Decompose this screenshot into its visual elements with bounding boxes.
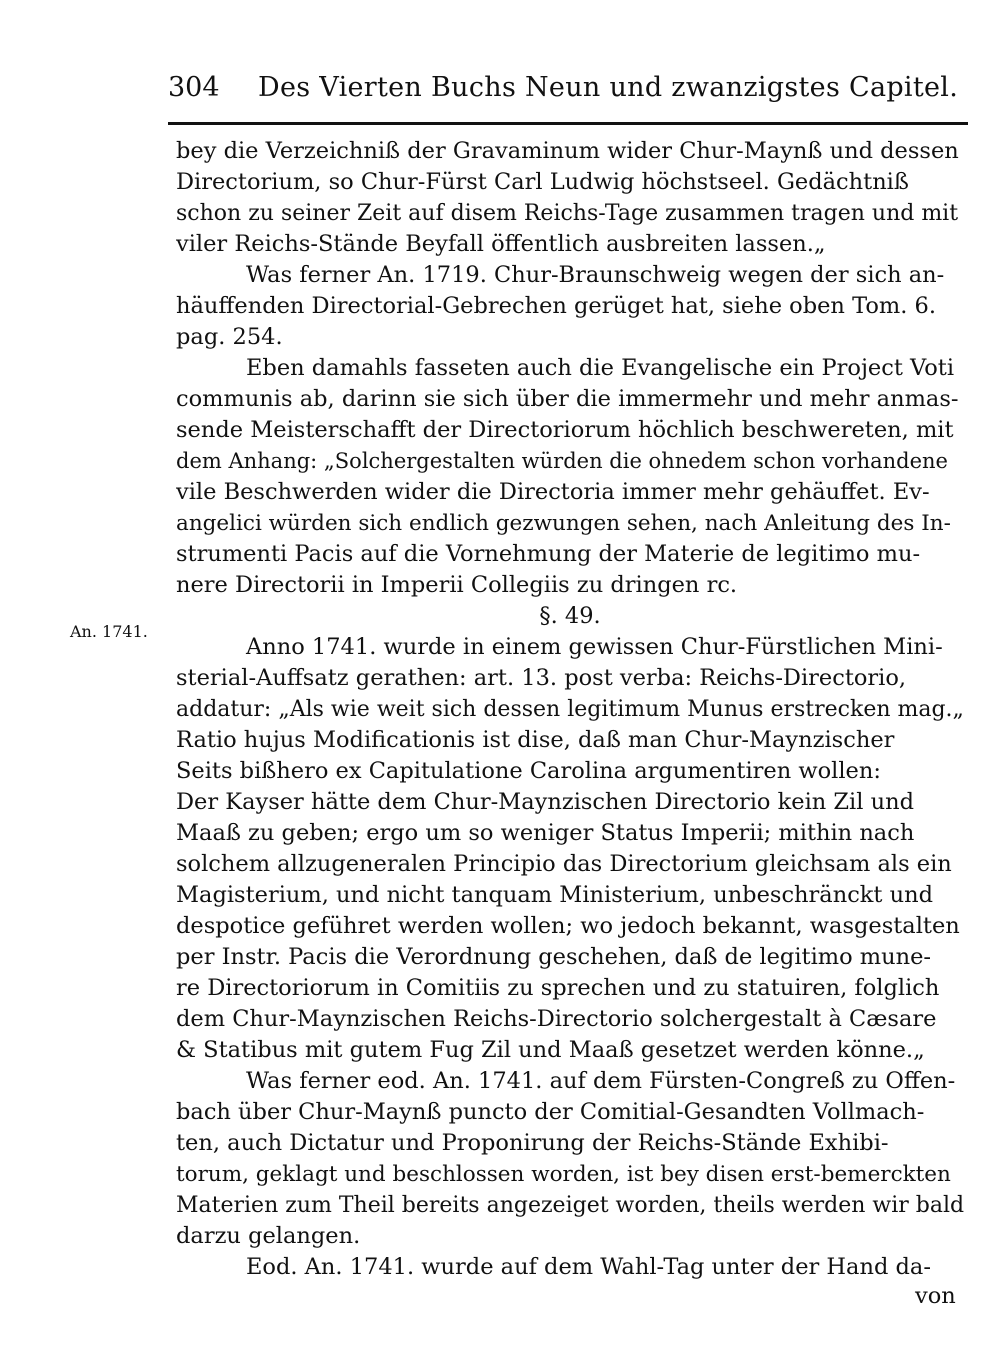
- text-line: darzu gelangen.: [176, 1223, 361, 1249]
- text-line: bey die Verzeichniß der Gravaminum wider Chur-Maynß und dessen: [176, 138, 959, 164]
- text-line: & Statibus mit gutem Fug Zil und Maaß gesetzet werden könne.„: [176, 1037, 925, 1063]
- text-line: bach über Chur-Maynß puncto der Comitial-Gesandten Vollmach-: [176, 1099, 925, 1125]
- text-line: Der Kayser hätte dem Chur-Maynzischen Directorio kein Zil und: [176, 789, 914, 815]
- text-line: schon zu seiner Zeit auf disem Reichs-Tage zusammen tragen und mit: [176, 201, 959, 226]
- text-line: sterial-Auffsatz gerathen: art. 13. post verba: Reichs-Directorio,: [176, 665, 907, 691]
- text-line: Eod. An. 1741. wurde auf dem Wahl-Tag unter der Hand da-: [246, 1254, 931, 1280]
- text-line: strumenti Pacis auf die Vornehmung der Materie de legitimo mu-: [176, 541, 921, 567]
- section-heading: §. 49.: [539, 603, 601, 629]
- text-line: addatur: „Als wie weit sich dessen legitimum Munus erstrecken mag.„: [176, 697, 964, 722]
- text-line: communis ab, darinn sie sich über die immermehr und mehr anmas-: [176, 386, 959, 412]
- text-line: vile Beschwerden wider die Directoria immer mehr gehäuffet. Ev-: [176, 479, 930, 505]
- text-line: pag. 254.: [176, 324, 283, 350]
- running-head: Des Vierten Buchs Neun und zwanzigstes Capitel.: [258, 72, 959, 103]
- text-line: Was ferner An. 1719. Chur-Braunschweig wegen der sich an-: [246, 262, 945, 288]
- text-line: dem Chur-Maynzischen Reichs-Directorio solchergestalt à Cæsare: [176, 1006, 937, 1032]
- text-line: Ratio hujus Modificationis ist dise, daß man Chur-Maynzischer: [176, 727, 895, 753]
- text-line: Magisterium, und nicht tanquam Ministerium, unbeschränckt und: [176, 882, 934, 908]
- page-header: [168, 72, 968, 112]
- text-line: Directorium, so Chur-Fürst Carl Ludwig höchstseel. Gedächtniß: [176, 169, 909, 195]
- text-line: Materien zum Theil bereits angezeiget worden, theils werden wir bald: [176, 1193, 964, 1218]
- text-line: Was ferner eod. An. 1741. auf dem Fürsten-Congreß zu Offen-: [246, 1068, 956, 1094]
- text-line: häuffenden Directorial-Gebrechen gerüget hat, siehe oben Tom. 6.: [176, 293, 936, 319]
- text-line: solchem allzugeneralen Principio das Directorium gleichsam als ein: [176, 851, 952, 877]
- text-line: despotice geführet werden wollen; wo jedoch bekannt, wasgestalten: [176, 913, 960, 939]
- text-line: re Directoriorum in Comitiis zu sprechen und zu statuiren, folglich: [176, 975, 940, 1001]
- text-line: angelici würden sich endlich gezwungen sehen, nach Anleitung des In-: [176, 511, 951, 536]
- catchword: von: [915, 1283, 956, 1309]
- margin-note: An. 1741.: [70, 622, 148, 641]
- text-line: per Instr. Pacis die Verordnung geschehen, daß de legitimo mune-: [176, 944, 932, 970]
- text-line: ten, auch Dictatur und Proponirung der Reichs-Stände Exhibi-: [176, 1130, 889, 1156]
- text-line: dem Anhang: „Solchergestalten würden die ohnedem schon vorhandene: [176, 449, 948, 473]
- text-line: viler Reichs-Stände Beyfall öffentlich ausbreiten lassen.„: [176, 231, 826, 257]
- text-line: sende Meisterschafft der Directoriorum höchlich beschwereten, mit: [176, 417, 954, 443]
- text-line: Maaß zu geben; ergo um so weniger Status Imperii; mithin nach: [176, 820, 915, 846]
- text-line: nere Directorii in Imperii Collegiis zu dringen rc.: [176, 572, 738, 598]
- text-line: Eben damahls fasseten auch die Evangelische ein Project Voti: [246, 355, 955, 381]
- page-number: 304: [168, 72, 220, 103]
- text-line: Anno 1741. wurde in einem gewissen Chur-Fürstlichen Mini-: [246, 634, 943, 660]
- header-rule: [168, 122, 968, 125]
- text-line: Seits bißhero ex Capitulatione Carolina argumentiren wollen:: [176, 758, 881, 784]
- text-line: torum, geklagt und beschlossen worden, ist bey disen erst-bemerckten: [176, 1162, 951, 1187]
- body-text: [176, 136, 964, 1283]
